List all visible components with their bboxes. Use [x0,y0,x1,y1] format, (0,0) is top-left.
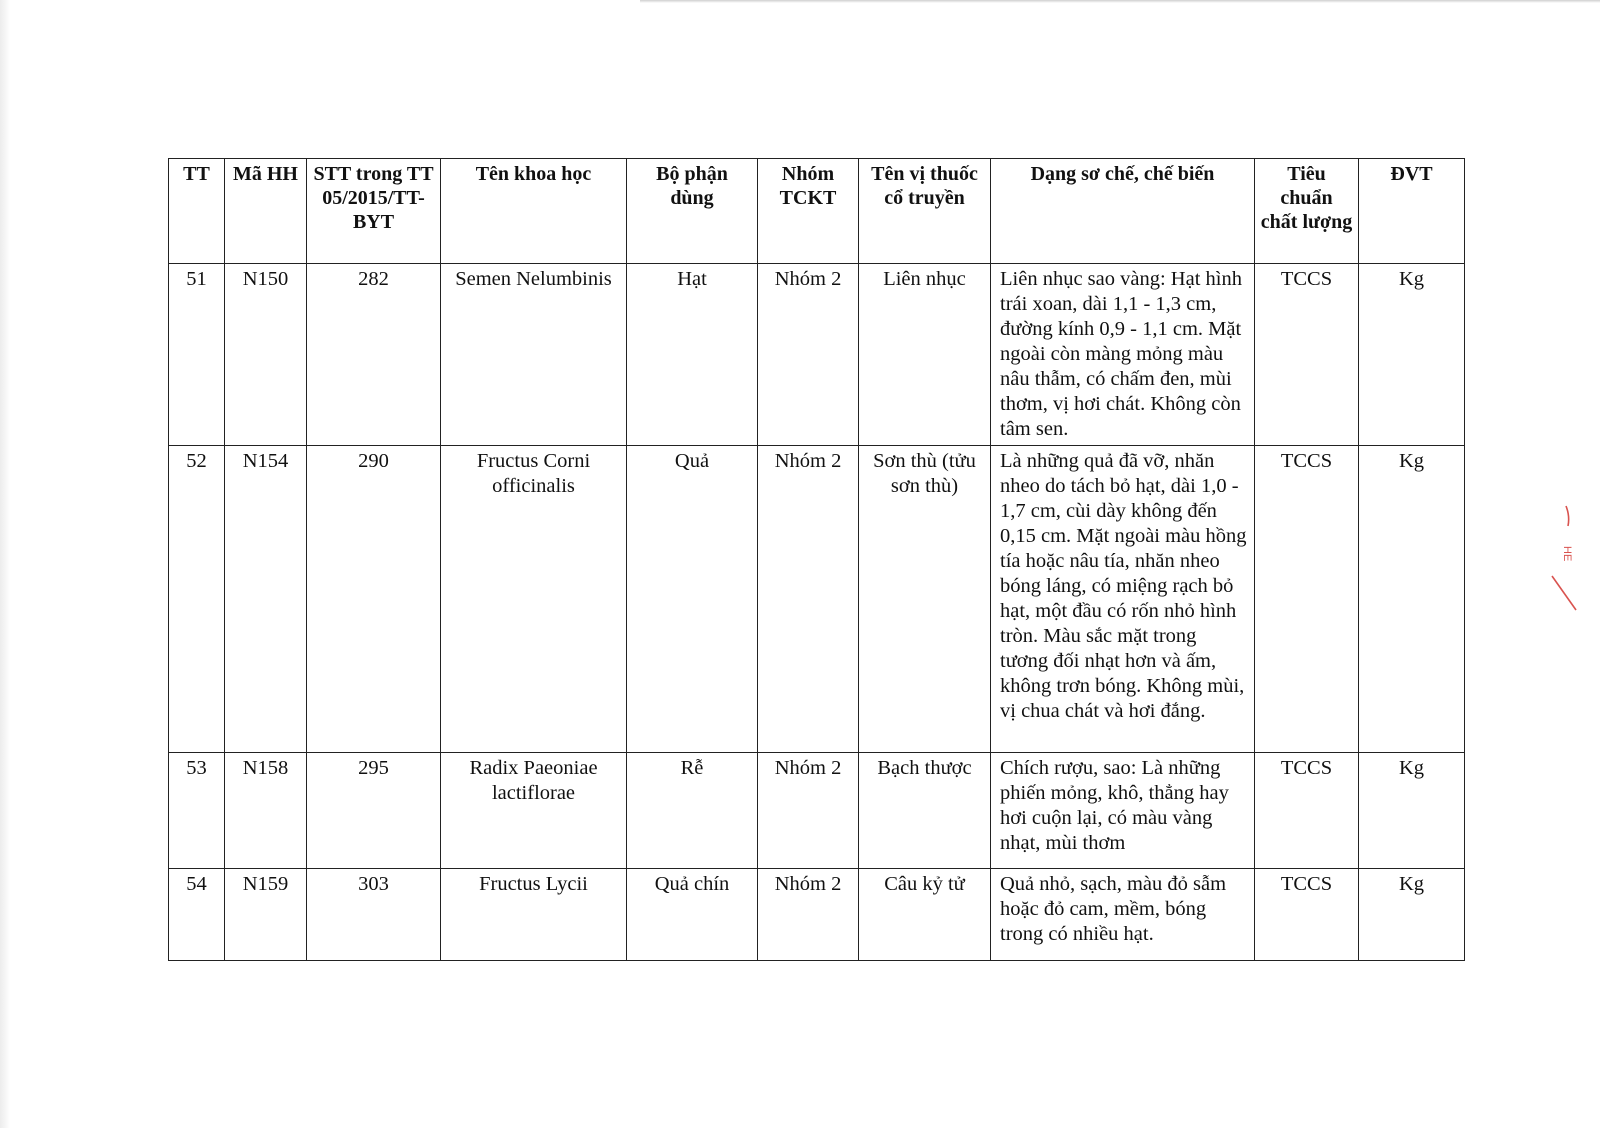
table-row [169,264,1465,446]
cell-tt: 52 [169,446,225,753]
cell-ma-hh: N159 [225,869,307,961]
header-dvt: ĐVT [1359,159,1465,264]
cell-dvt: Kg [1359,264,1465,446]
cell-nhom-tckt: Nhóm 2 [758,446,859,753]
cell-tieu-chuan: TCCS [1255,753,1359,869]
cell-stt: 303 [307,869,441,961]
cell-tt: 53 [169,753,225,869]
cell-ten-khoa-hoc: Semen Nelumbinis [441,264,627,446]
cell-tieu-chuan: TCCS [1255,446,1359,753]
cell-ten-khoa-hoc: Fructus Lycii [441,869,627,961]
header-tieu-chuan: Tiêu chuẩn chất lượng [1255,159,1359,264]
cell-dang-so-che: Là những quả đã vỡ, nhăn nheo do tách bỏ hạt, dài 1,0 - 1,7 cm, cùi dày không đến 0,15 cm. Mặt ngoài màu hồng tía hoặc nâu tía, nhăn nheo bóng láng, có miệng rạch bỏ hạt, một đầu có rốn nhỏ hình tròn. Màu sắc mặt trong tương đối nhạt hơn và ấm, không trơn bóng. Không mùi, vị chua chát và hơi đắng. [991,446,1255,753]
cell-bo-phan-dung: Quả [627,446,758,753]
table-row [169,869,1465,961]
header-tt: TT [169,159,225,264]
scan-edge-left [0,0,10,1128]
header-ma-hh: Mã HH [225,159,307,264]
cell-dvt: Kg [1359,753,1465,869]
stamp-text: HE [1561,546,1573,562]
table-row [169,446,1465,753]
cell-stt: 290 [307,446,441,753]
stamp-icon [1548,498,1578,618]
cell-ten-vi-thuoc: Câu kỷ tử [859,869,991,961]
scan-edge [640,0,1600,3]
cell-nhom-tckt: Nhóm 2 [758,869,859,961]
cell-nhom-tckt: Nhóm 2 [758,753,859,869]
cell-ten-vi-thuoc: Liên nhục [859,264,991,446]
cell-tt: 51 [169,264,225,446]
header-ten-khoa-hoc: Tên khoa học [441,159,627,264]
cell-tieu-chuan: TCCS [1255,264,1359,446]
cell-tieu-chuan: TCCS [1255,869,1359,961]
cell-ma-hh: N150 [225,264,307,446]
header-bo-phan-dung: Bộ phận dùng [627,159,758,264]
cell-ten-vi-thuoc: Sơn thù (tửu sơn thù) [859,446,991,753]
header-dang-so-che: Dạng sơ chế, chế biến [991,159,1255,264]
medicine-table [168,158,1465,961]
header-stt: STT trong TT 05/2015/TT-BYT [307,159,441,264]
table-header-row [169,159,1465,264]
cell-tt: 54 [169,869,225,961]
cell-ten-vi-thuoc: Bạch thược [859,753,991,869]
cell-dvt: Kg [1359,869,1465,961]
cell-stt: 282 [307,264,441,446]
cell-stt: 295 [307,753,441,869]
cell-ten-khoa-hoc: Radix Paeoniae lactiflorae [441,753,627,869]
cell-ten-khoa-hoc: Fructus Corni officinalis [441,446,627,753]
cell-bo-phan-dung: Hạt [627,264,758,446]
table-row [169,753,1465,869]
header-nhom-tckt: Nhóm TCKT [758,159,859,264]
cell-bo-phan-dung: Quả chín [627,869,758,961]
cell-dang-so-che: Liên nhục sao vàng: Hạt hình trái xoan, dài 1,1 - 1,3 cm, đường kính 0,9 - 1,1 cm. Mặt ngoài còn màng mỏng màu nâu thẫm, có chấm đen, mùi thơm, vị hơi chát. Không còn tâm sen. [991,264,1255,446]
cell-ma-hh: N154 [225,446,307,753]
cell-ma-hh: N158 [225,753,307,869]
header-ten-vi-thuoc: Tên vị thuốc cổ truyền [859,159,991,264]
cell-bo-phan-dung: Rễ [627,753,758,869]
cell-nhom-tckt: Nhóm 2 [758,264,859,446]
cell-dang-so-che: Quả nhỏ, sạch, màu đỏ sẫm hoặc đỏ cam, mềm, bóng trong có nhiều hạt. [991,869,1255,961]
cell-dvt: Kg [1359,446,1465,753]
cell-dang-so-che: Chích rượu, sao: Là những phiến mỏng, khô, thẳng hay hơi cuộn lại, có màu vàng nhạt, mùi thơm [991,753,1255,869]
